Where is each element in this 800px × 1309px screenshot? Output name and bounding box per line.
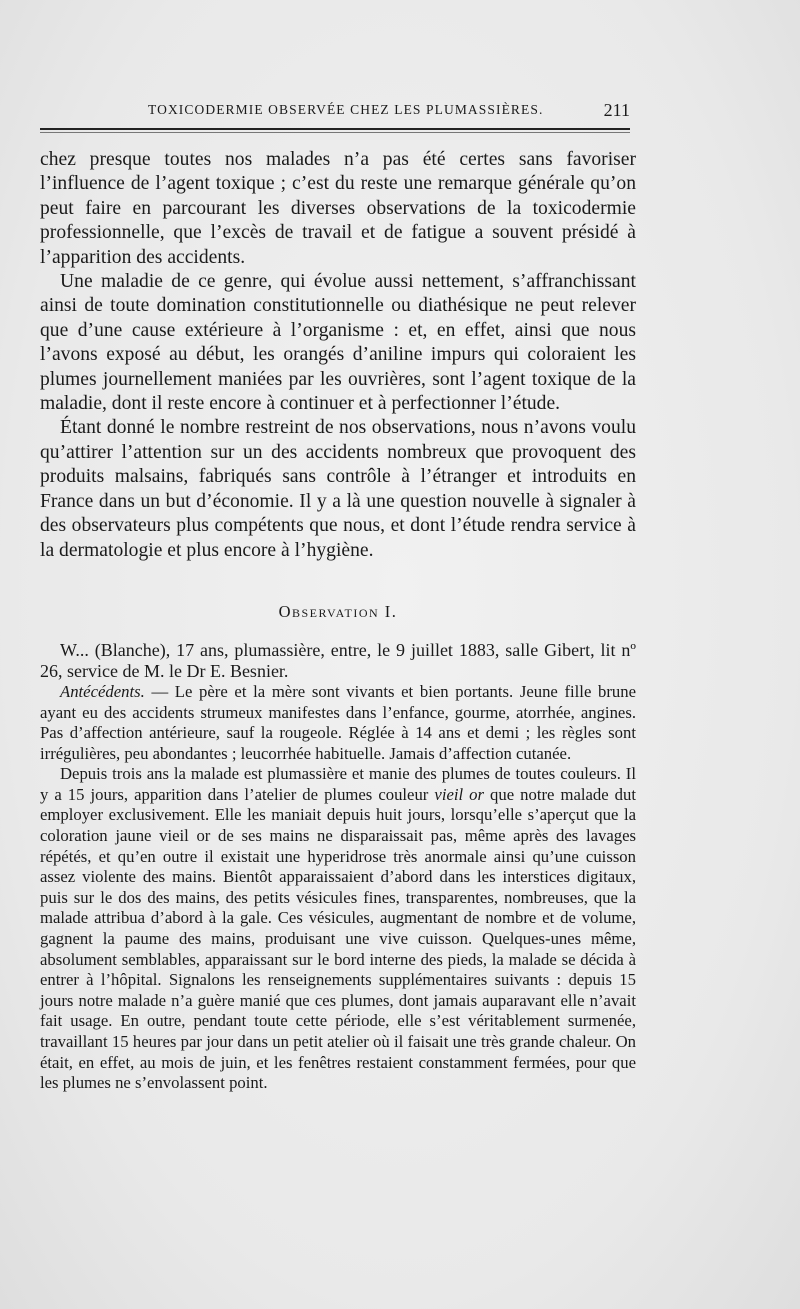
paragraph-continuation: chez presque toutes nos malades n’a pas été certes sans favoriser l’influence de l’agent toxique ; c’est du reste une remarque générale qu’on peut faire en parcourant les diverses observations de la toxicodermie professionnelle, que l’excès de travail et de fatigue a souvent présidé à l’apparition des accidents.	[40, 149, 636, 268]
history-text-1: Depuis trois ans la malade est plumassière et manie des plumes de toutes couleurs. Il y a 15 jours, apparition dans l’atelier de plumes couleur	[40, 764, 636, 804]
history-italic-term: vieil or	[434, 784, 484, 804]
body-text	[40, 148, 636, 1094]
paragraph-conclusion: Étant donné le nombre restreint de nos observations, nous n’avons voulu qu’attirer l’attention sur un des accidents nombreux que provoquent des produits malsains, fabriqués sans contrôle à l’étranger et introduits en France dans un but d’économie. Il y a là une question nouvelle à signaler à des observateurs plus compétents que nous, et dont l’étude rendra service à la dermatologie et plus encore à l’hygiène.	[40, 417, 636, 561]
header-rule	[40, 128, 630, 130]
header-rule-thin	[40, 132, 630, 133]
observation-history	[40, 764, 636, 1094]
page-number: 211	[603, 100, 630, 120]
paragraph-cause: Une maladie de ce genre, qui évolue aussi nettement, s’affranchissant ainsi de toute domination constitutionnelle ou diathésique ne peut relever que d’une cause extérieure à l’organisme : et, en effet, ainsi que nous l’avons exposé au début, les orangés d’aniline impurs qui coloraient les plumes journellement maniées par les ouvrières, sont l’agent toxique de la maladie, dont il reste encore à continuer et à perfectionner l’étude.	[40, 271, 636, 415]
observation-heading: Observation I.	[278, 601, 398, 621]
observation-antecedents	[40, 682, 636, 764]
antecedents-text: — Le père et la mère sont vivants et bien portants. Jeune fille brune ayant eu des accidents strumeux manifestes dans l’enfance, gourme, atorrhée, angines. Pas d’affection antérieure, sauf la rougeole. Réglée à 14 ans et demi ; les règles sont irrégulières, peu abondantes ; leucorrhée habituelle. Jamais d’affection cutanée.	[40, 681, 636, 763]
history-text-2: que notre malade dut employer exclusivement. Elle les maniait depuis huit jours, lorsqu’elle s’aperçut que la coloration jaune vieil or de ses mains ne disparaissait pas, même après des lavages répétés, et qu’en outre il existait une hyperidrose très anormale ainsi qu’une cuisson assez violente des mains. Bientôt apparaissaient d’abord dans les interstices digitaux, puis sur le dos des mains, des petits vésicules fines, transparentes, nombreuses, que la malade attribua d’abord à la gale. Ces vésicules, augmentant de nombre et de volume, gagnent la paume des mains, produisant une vive cuisson. Quelques-unes même, absolument semblables, apparaissant sur le bord interne des pieds, la malade se décida à entrer à l’hôpital. Signalons les renseignements supplémentaires suivants : depuis 15 jours notre malade n’a guère manié que ces plumes, dont jamais auparavant elle n’avait fait usage. En outre, pendant toute cette période, elle s’est véritablement surmenée, travaillant 15 heures par jour dans un petit atelier où il faisait une très grande chaleur. On était, en effet, au mois de juin, et les fenêtres restaient constamment fermées, pour que les plumes ne s’envolassent point.	[40, 784, 637, 1093]
running-title: TOXICODERMIE OBSERVÉE CHEZ LES PLUMASSIÈRES.	[148, 102, 544, 117]
observation-intro: W... (Blanche), 17 ans, plumassière, entre, le 9 juillet 1883, salle Gibert, lit nº 26, service de M. le Dr E. Besnier.	[40, 639, 636, 681]
page-header	[40, 102, 630, 126]
antecedents-label: Antécédents.	[60, 681, 145, 701]
